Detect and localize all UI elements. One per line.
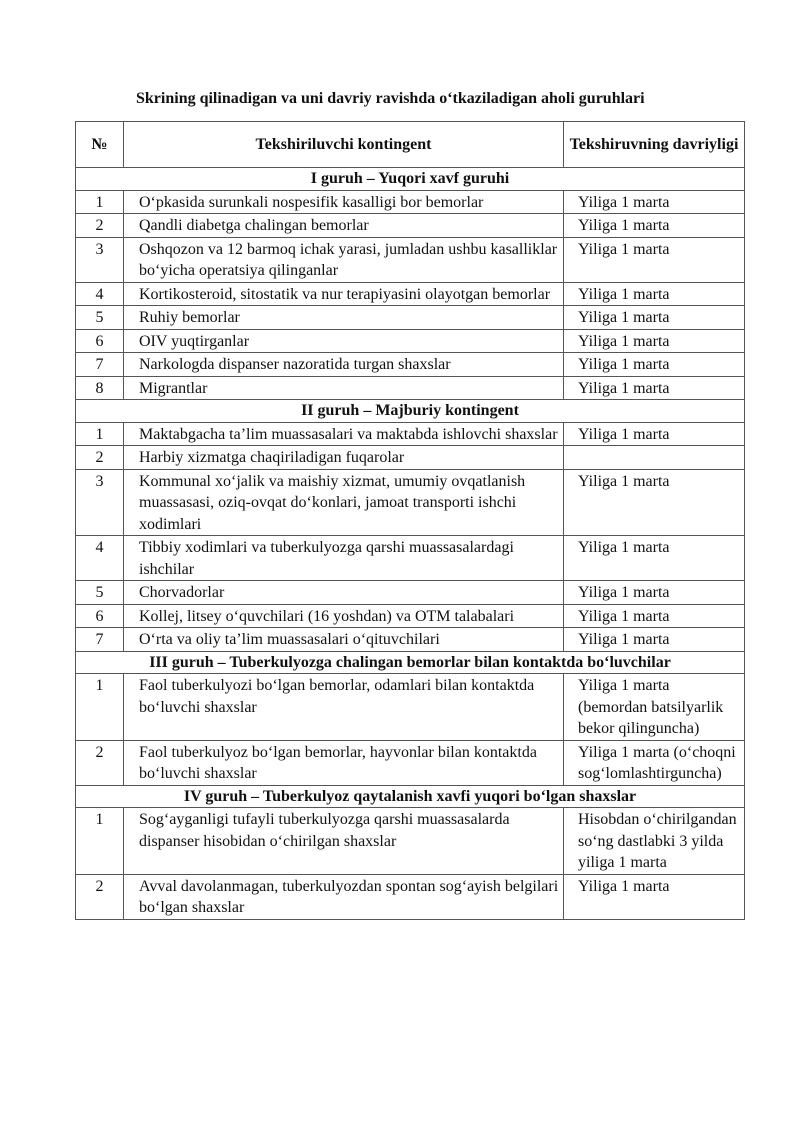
row-contingent: Narkologda dispanser nazoratida turgan shaxslar (124, 353, 564, 377)
row-contingent: Faol tuberkulyoz bo‘lgan bemorlar, hayvonlar bilan kontaktda bo‘luvchi shaxslar (124, 740, 564, 785)
group-header-row (76, 168, 745, 191)
row-contingent: Faol tuberkulyozi bo‘lgan bemorlar, odamlari bilan kontaktda bo‘luvchi shaxslar (124, 674, 564, 741)
row-contingent: OIV yuqtirganlar (124, 329, 564, 353)
row-contingent: Tibbiy xodimlari va tuberkulyozga qarshi muassasalardagi ishchilar (124, 536, 564, 581)
row-number: 7 (76, 353, 124, 377)
document-title: Skrining qilinadigan va uni davriy ravishda o‘tkaziladigan aholi guruhlari (136, 90, 645, 107)
group-title: IV guruh – Tuberkulyoz qaytalanish xavfi yuqori bo‘lgan shaxslar (76, 785, 745, 808)
group-title: I guruh – Yuqori xavf guruhi (76, 168, 745, 191)
table-row (76, 874, 745, 919)
row-number: 2 (76, 874, 124, 919)
table-body (76, 168, 745, 920)
table-row (76, 282, 745, 306)
row-contingent: Avval davolanmagan, tuberkulyozdan spontan sog‘ayish belgilari bo‘lgan shaxslar (124, 874, 564, 919)
row-number: 6 (76, 604, 124, 628)
row-period: Yiliga 1 marta (564, 190, 745, 214)
row-contingent: Ruhiy bemorlar (124, 306, 564, 330)
table-row (76, 190, 745, 214)
group-header-row (76, 785, 745, 808)
row-period: Hisobdan o‘chirilgandan so‘ng dastlabki 3 yilda yiliga 1 marta (564, 808, 745, 875)
header-row (76, 122, 745, 168)
row-number: 7 (76, 628, 124, 652)
row-number: 2 (76, 740, 124, 785)
row-period: Yiliga 1 marta (564, 469, 745, 536)
table-row (76, 581, 745, 605)
table-row (76, 329, 745, 353)
row-period (564, 446, 745, 470)
row-period: Yiliga 1 marta (564, 874, 745, 919)
row-period: Yiliga 1 marta (564, 306, 745, 330)
row-number: 1 (76, 674, 124, 741)
row-number: 1 (76, 422, 124, 446)
header-period: Tekshiruvning davriyligi (564, 122, 745, 168)
row-number: 5 (76, 306, 124, 330)
table-row (76, 376, 745, 400)
row-contingent: Chorvadorlar (124, 581, 564, 605)
row-period: Yiliga 1 marta (564, 422, 745, 446)
row-period: Yiliga 1 marta (564, 376, 745, 400)
row-number: 3 (76, 469, 124, 536)
table-row (76, 808, 745, 875)
row-contingent: Maktabgacha ta’lim muassasalari va maktabda ishlovchi shaxslar (124, 422, 564, 446)
group-title: III guruh – Tuberkulyozga chalingan bemorlar bilan kontaktda bo‘luvchilar (76, 651, 745, 674)
row-period: Yiliga 1 marta (564, 536, 745, 581)
table-row (76, 353, 745, 377)
row-contingent: O‘rta va oliy ta’lim muassasalari o‘qituvchilari (124, 628, 564, 652)
row-period: Yiliga 1 marta (564, 353, 745, 377)
table-row (76, 214, 745, 238)
group-title: II guruh – Majburiy kontingent (76, 400, 745, 423)
row-period: Yiliga 1 marta (bemordan batsilyarlik bekor qilinguncha) (564, 674, 745, 741)
row-number: 4 (76, 536, 124, 581)
row-contingent: O‘pkasida surunkali nospesifik kasalligi bor bemorlar (124, 190, 564, 214)
screening-table (75, 121, 745, 920)
row-contingent: Kommunal xo‘jalik va maishiy xizmat, umumiy ovqatlanish muassasasi, oziq-ovqat do‘konlari, jamoat transporti ishchi xodimlari (124, 469, 564, 536)
row-number: 8 (76, 376, 124, 400)
row-contingent: Sog‘ayganligi tufayli tuberkulyozga qarshi muassasalarda dispanser hisobidan o‘chirilgan shaxslar (124, 808, 564, 875)
row-number: 1 (76, 190, 124, 214)
row-contingent: Qandli diabetga chalingan bemorlar (124, 214, 564, 238)
row-period: Yiliga 1 marta (564, 604, 745, 628)
row-number: 2 (76, 446, 124, 470)
row-number: 2 (76, 214, 124, 238)
table-row (76, 604, 745, 628)
row-number: 4 (76, 282, 124, 306)
row-period: Yiliga 1 marta (564, 237, 745, 282)
header-contingent: Tekshiriluvchi kontingent (124, 122, 564, 168)
row-number: 1 (76, 808, 124, 875)
table-row (76, 674, 745, 741)
row-contingent: Kollej, litsey o‘quvchilari (16 yoshdan) va OTM talabalari (124, 604, 564, 628)
table-row (76, 628, 745, 652)
row-contingent: Oshqozon va 12 barmoq ichak yarasi, jumladan ushbu kasalliklar bo‘yicha operatsiya qilinganlar (124, 237, 564, 282)
table-row (76, 740, 745, 785)
table-row (76, 422, 745, 446)
row-number: 6 (76, 329, 124, 353)
table-row (76, 306, 745, 330)
row-period: Yiliga 1 marta (564, 282, 745, 306)
group-header-row (76, 651, 745, 674)
row-period: Yiliga 1 marta (564, 329, 745, 353)
row-period: Yiliga 1 marta (564, 581, 745, 605)
row-period: Yiliga 1 marta (564, 214, 745, 238)
table-row (76, 536, 745, 581)
row-contingent: Kortikosteroid, sitostatik va nur terapiyasini olayotgan bemorlar (124, 282, 564, 306)
table-row (76, 469, 745, 536)
row-contingent: Migrantlar (124, 376, 564, 400)
table-row (76, 237, 745, 282)
row-number: 5 (76, 581, 124, 605)
group-header-row (76, 400, 745, 423)
table-row (76, 446, 745, 470)
row-period: Yiliga 1 marta (564, 628, 745, 652)
header-number: № (76, 122, 124, 168)
row-contingent: Harbiy xizmatga chaqiriladigan fuqarolar (124, 446, 564, 470)
row-number: 3 (76, 237, 124, 282)
row-period: Yiliga 1 marta (o‘choqni sog‘lomlashtirguncha) (564, 740, 745, 785)
